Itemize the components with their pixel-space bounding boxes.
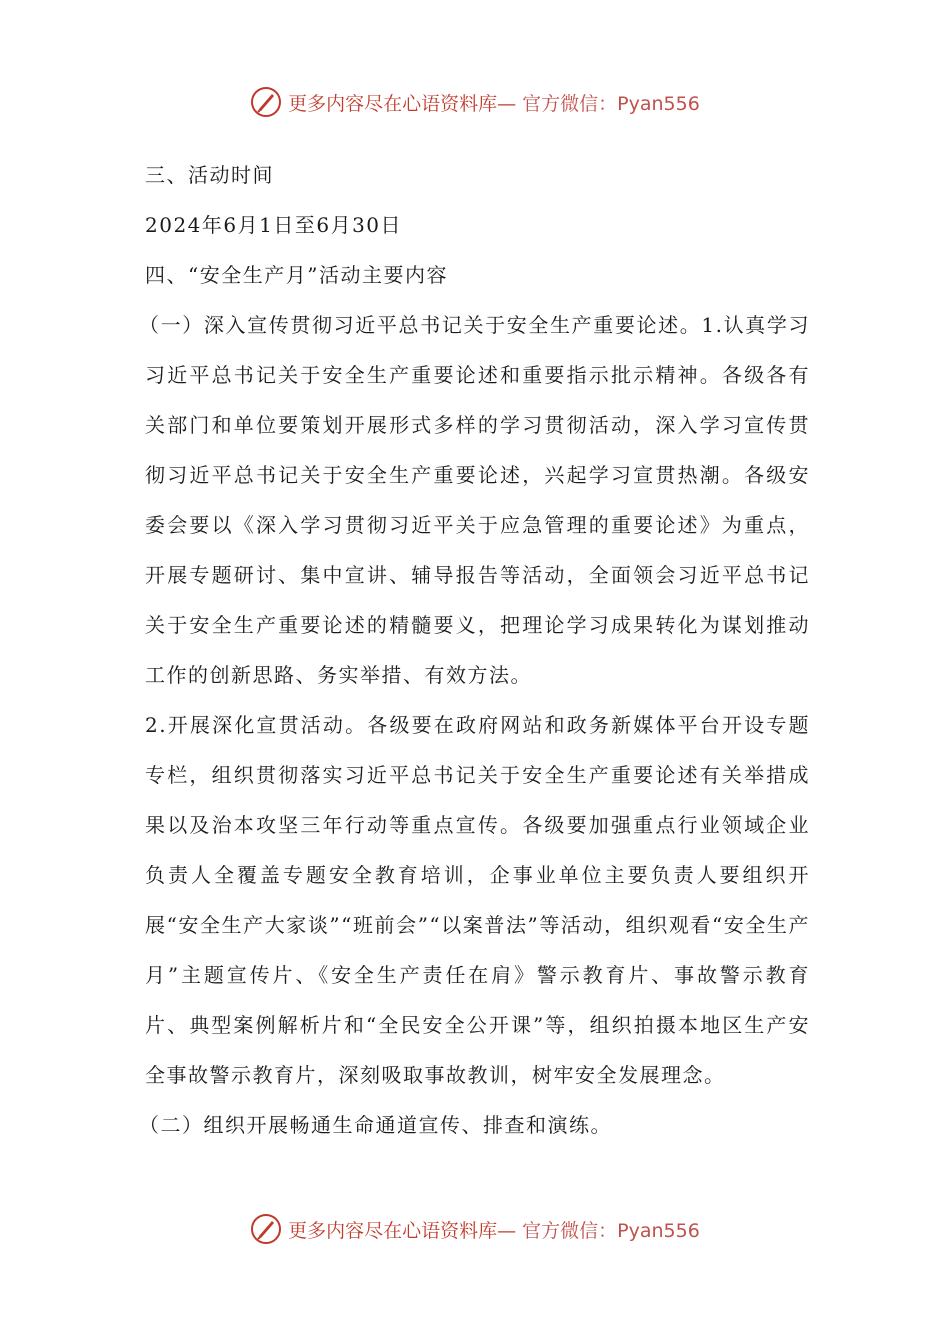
paragraph-propaganda-activities: 2.开展深化宣贯活动。各级要在政府网站和政务新媒体平台开设专题专栏，组织贯彻落实习近平总书记关于安全生产重要论述有关举措成果以及治本攻坚三年行动等重点宣传。各级要加强重点行业领域企业负责人全覆盖专题安全教育培训，企事业单位主要负责人要组织开展“安全生产大家谈”“班前会”“以案普法”等活动，组织观看“安全生产月”主题宣传片、《安全生产责任在肩》警示教育片、事故警示教育片、典型案例解析片和“全民安全公开课”等，组织拍摄本地区生产安全事故警示教育片，深刻吸取事故教训，树牢安全发展理念。 <box>145 713 810 1087</box>
paragraph-study-thought: （一）深入宣传贯彻习近平总书记关于安全生产重要论述。1.认真学习习近平总书记关于安全生产重要论述和重要指示批示精神。各级各有关部门和单位要策划开展形式多样的学习贯彻活动，深入学习宣传贯彻习近平总书记关于安全生产重要论述，兴起学习宣贯热潮。各级安委会要以《深入学习贯彻习近平关于应急管理的重要论述》为重点，开展专题研讨、集中宣讲、辅导报告等活动，全面领会习近平总书记关于安全生产重要论述的精髓要义，把理论学习成果转化为谋划推动工作的创新思路、务实举措、有效方法。 <box>139 313 810 687</box>
paragraph-life-channel: （二）组织开展畅通生命通道宣传、排查和演练。 <box>139 1113 612 1137</box>
quill-logo-icon <box>250 86 282 118</box>
watermark-suffix: 官方微信：Pyan556 <box>522 92 700 115</box>
document-body <box>139 150 810 1150</box>
section-heading-main-content: 四、“安全生产月”活动主要内容 <box>145 263 448 287</box>
footer-watermark <box>0 1213 950 1245</box>
section-heading-activity-time: 三、活动时间 <box>145 163 274 187</box>
activity-date: 2024年6月1日至6月30日 <box>145 213 403 237</box>
watermark-text: 更多内容尽在心语资料库— <box>288 92 517 115</box>
header-watermark <box>0 86 950 118</box>
watermark-text: 更多内容尽在心语资料库— <box>288 1219 517 1242</box>
watermark-suffix: 官方微信：Pyan556 <box>522 1219 700 1242</box>
quill-logo-icon <box>250 1213 282 1245</box>
